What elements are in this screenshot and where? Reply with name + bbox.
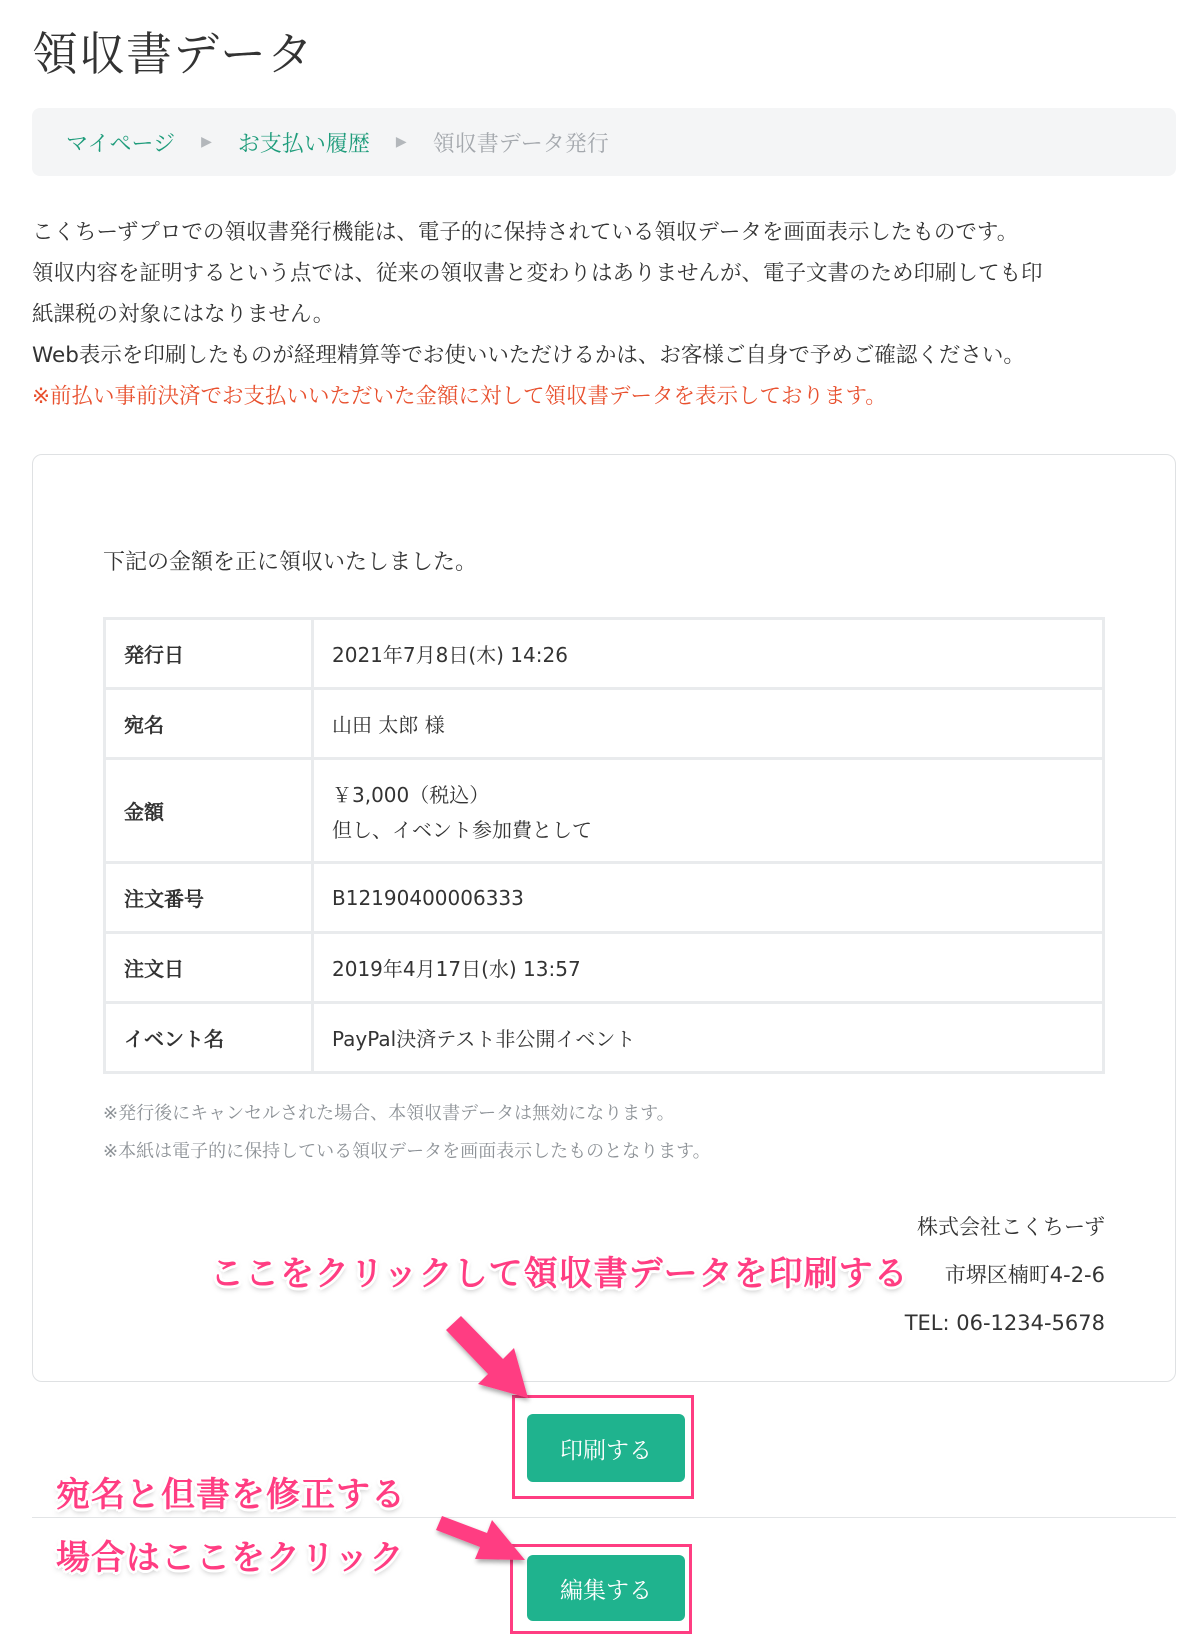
row-value-event-name: PayPal決済テスト非公開イベント	[314, 1004, 1102, 1071]
intro-line: 領収内容を証明するという点では、従来の領収書と変わりはありませんが、電子文書のため印刷しても印	[32, 261, 1043, 286]
edit-button-highlight	[510, 1544, 692, 1634]
breadcrumb-mypage-link[interactable]: マイページ	[66, 131, 176, 157]
print-button[interactable]: 印刷する	[527, 1414, 685, 1482]
table-row	[106, 934, 1102, 1001]
row-value-amount	[314, 760, 1102, 861]
print-button-highlight	[512, 1395, 694, 1499]
issuer-info	[905, 1203, 1105, 1347]
receipt-notes	[103, 1095, 711, 1171]
receipt-note: ※本紙は電子的に保持している領収データを画面表示したものとなります。	[103, 1141, 711, 1162]
intro-line: こくちーずプロでの領収書発行機能は、電子的に保持されている領収データを画面表示したものです。	[32, 220, 1019, 245]
table-row	[106, 620, 1102, 687]
issuer-address: 市堺区楠町4-2-6	[944, 1263, 1105, 1287]
intro-line: 紙課税の対象にはなりません。	[32, 302, 335, 327]
table-row	[106, 690, 1102, 757]
table-row	[106, 864, 1102, 931]
row-label-issue-date: 発行日	[106, 620, 311, 687]
intro-text	[32, 212, 1182, 417]
print-hint-annotation: ここをクリックして領収書データを印刷する	[210, 1254, 909, 1294]
amount-value: ￥3,000（税込）	[332, 782, 490, 807]
row-label-addressee: 宛名	[106, 690, 311, 757]
intro-line: Web表示を印刷したものが経理精算等でお使いいただけるかは、お客様ご自身で予めご確認ください。	[32, 343, 1025, 368]
receipt-card	[32, 454, 1176, 1382]
amount-proviso: 但し、イベント参加費として	[332, 817, 592, 842]
breadcrumb	[32, 108, 1176, 176]
row-label-event-name: イベント名	[106, 1004, 311, 1071]
edit-hint-annotation-line2: 場合はここをクリック	[56, 1538, 405, 1578]
divider	[32, 1517, 1176, 1518]
row-value-order-date: 2019年4月17日(水) 13:57	[314, 934, 1102, 1001]
row-value-issue-date: 2021年7月8日(木) 14:26	[314, 620, 1102, 687]
table-row	[106, 1004, 1102, 1071]
issuer-tel: TEL: 06-1234-5678	[904, 1311, 1105, 1335]
breadcrumb-current: 領収書データ発行	[432, 131, 609, 157]
issuer-company: 株式会社こくちーず	[917, 1215, 1105, 1239]
table-row	[106, 760, 1102, 861]
breadcrumb-separator-icon: ▶	[395, 134, 407, 150]
intro-notice: ※前払い事前決済でお支払いいただいた金額に対して領収書データを表示しております。	[32, 384, 887, 409]
receipt-note: ※発行後にキャンセルされた場合、本領収書データは無効になります。	[103, 1103, 675, 1124]
receipt-lead: 下記の金額を正に領収いたしました。	[103, 550, 478, 575]
page-title: 領収書データ	[32, 27, 314, 81]
breadcrumb-payment-history-link[interactable]: お支払い履歴	[237, 131, 370, 157]
row-label-amount: 金額	[106, 760, 311, 861]
breadcrumb-separator-icon: ▶	[201, 134, 212, 150]
row-label-order-number: 注文番号	[106, 864, 311, 931]
row-value-order-number: B12190400006333	[314, 864, 1102, 931]
row-value-addressee: 山田 太郎 様	[314, 690, 1102, 757]
edit-button[interactable]: 編集する	[527, 1555, 685, 1621]
receipt-table	[103, 617, 1105, 1074]
row-label-order-date: 注文日	[106, 934, 311, 1001]
edit-hint-annotation-line1: 宛名と但書を修正する	[56, 1475, 406, 1515]
